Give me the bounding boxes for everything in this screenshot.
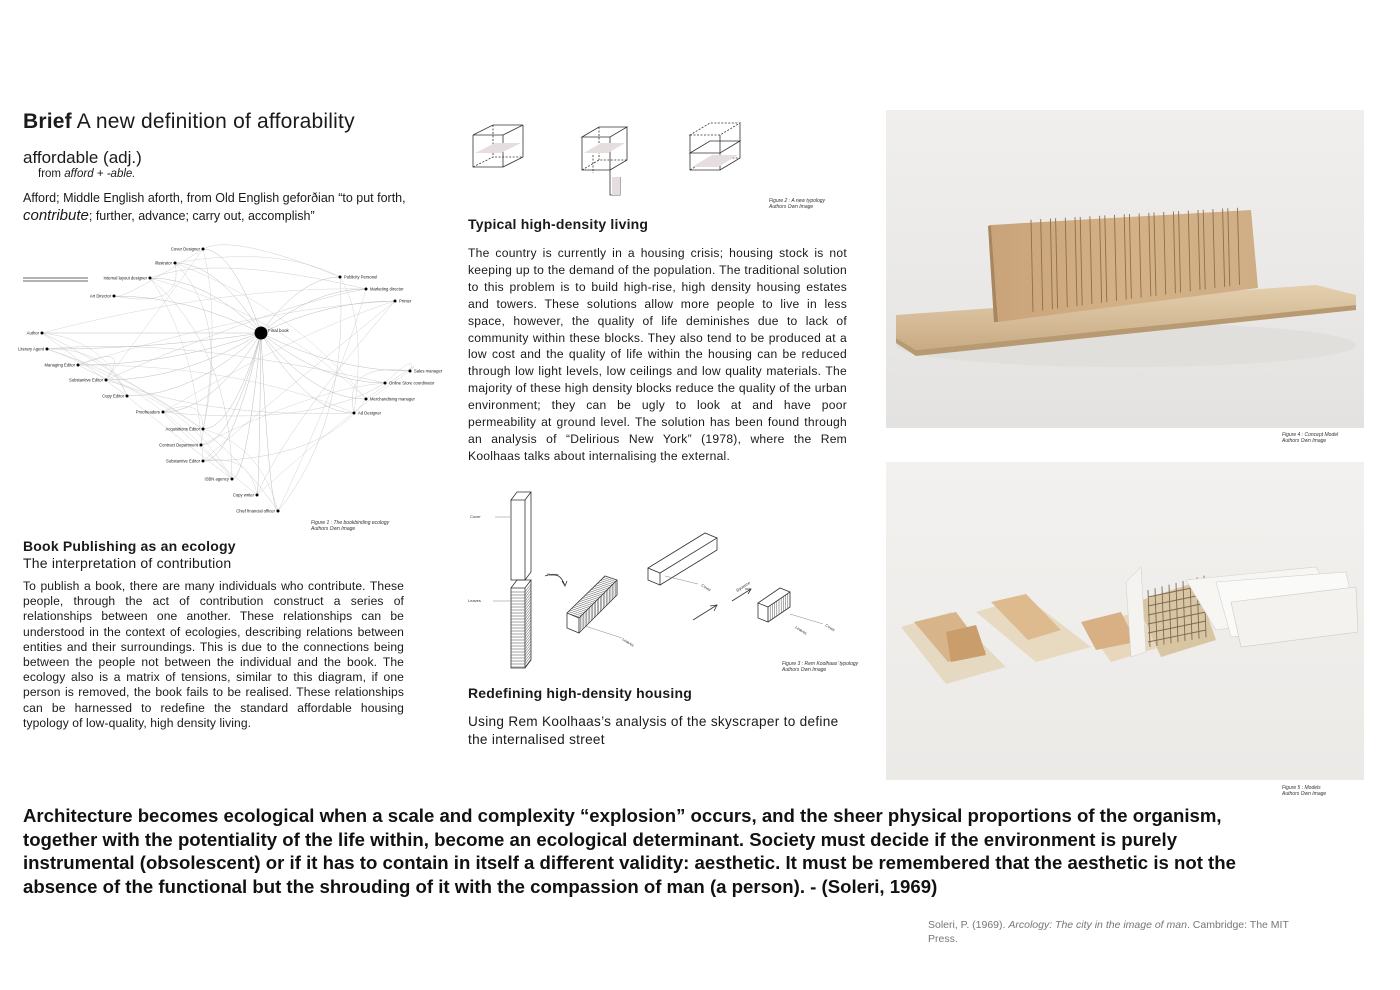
ecology-node-label: Managing Editor bbox=[44, 362, 75, 368]
ecology-subheading: The interpretation of contribution bbox=[23, 555, 232, 571]
ecology-node-dot bbox=[365, 288, 368, 291]
ecology-node-dot bbox=[174, 262, 177, 265]
rotated-leaf-line bbox=[599, 582, 611, 586]
redefining-body: Using Rem Koolhaas’s analysis of the skyscraper to define the internalised street bbox=[468, 714, 839, 747]
ecology-node-label: Copy Editor bbox=[102, 393, 124, 399]
ecology-node-dot bbox=[77, 364, 80, 367]
ecology-node-dot bbox=[202, 428, 205, 431]
ecology-node-dot bbox=[105, 379, 108, 382]
ecology-node-label: Substantive Editor bbox=[69, 377, 103, 383]
ecology-node-label: Proofreaders bbox=[135, 409, 160, 415]
rotated-leaf-line bbox=[600, 580, 612, 584]
brief-title-bold: Brief bbox=[23, 110, 72, 133]
rotated-leaf-line bbox=[581, 600, 593, 604]
leaves-label-3: Leaves bbox=[794, 624, 809, 636]
ecology-node-label: Art Director bbox=[89, 293, 111, 299]
definition-from: from afford + -able. bbox=[38, 168, 136, 180]
ecology-link bbox=[203, 245, 340, 277]
ecology-node-label: Internal layout designer bbox=[103, 275, 147, 281]
ecology-link bbox=[44, 349, 127, 396]
ecology-link bbox=[203, 301, 395, 461]
ecology-node-dot bbox=[126, 395, 129, 398]
ecology-node-label: Printer bbox=[399, 298, 412, 304]
figure4-caption: Figure 4 : Concept Model Authors Own Image bbox=[1282, 432, 1339, 444]
ecology-node-label: Illustrator bbox=[154, 260, 172, 266]
final-book-node bbox=[255, 327, 268, 340]
typology-cubes-figure bbox=[465, 115, 845, 200]
rotated-leaf-line bbox=[578, 603, 590, 607]
brief-title bbox=[23, 110, 355, 134]
rotated-leaf-line bbox=[567, 613, 579, 617]
ecology-node-label: Online Store coordinator bbox=[389, 380, 435, 386]
ecology-node-dot bbox=[384, 382, 387, 385]
squeeze-label: Squeeze bbox=[734, 580, 751, 593]
ecology-link bbox=[278, 289, 366, 511]
rotated-leaf-line bbox=[576, 604, 588, 608]
ecology-link bbox=[150, 278, 232, 479]
cover-label-2: Cover bbox=[700, 582, 713, 593]
ecology-node-dot bbox=[41, 332, 44, 335]
rotated-leaf-line bbox=[579, 601, 591, 605]
rotated-leaf-line bbox=[593, 588, 605, 592]
rotated-leaf-line bbox=[596, 585, 608, 589]
ecology-node-label: Substantive Editor bbox=[166, 458, 200, 464]
typical-heading: Typical high-density living bbox=[468, 216, 649, 232]
ecology-node-label: Sales manager bbox=[414, 368, 443, 374]
ecology-node-label: ISBN agency bbox=[204, 476, 229, 482]
rotated-leaf-line bbox=[603, 577, 615, 581]
rotate-label: Rotate bbox=[547, 572, 559, 577]
ecology-node-label: Cover Designer bbox=[170, 246, 200, 252]
ecology-node-label: Author bbox=[26, 330, 39, 336]
ecology-node-dot bbox=[394, 300, 397, 303]
ecology-link bbox=[261, 333, 366, 399]
ecology-node-label: Acquisitions Editor bbox=[165, 426, 200, 432]
koolhaas-typology-figure bbox=[465, 488, 860, 678]
rotated-leaf-line bbox=[605, 576, 617, 580]
ecology-link bbox=[106, 333, 261, 380]
ecology-node-dot bbox=[277, 510, 280, 513]
ecology-node-dot bbox=[46, 348, 49, 351]
rotated-leaf-line bbox=[569, 612, 581, 616]
ecology-node-dot bbox=[365, 398, 368, 401]
figure1-caption: Figure 1 : The bookbinding ecology Authors Own Image bbox=[311, 520, 390, 532]
ecology-link bbox=[261, 289, 366, 333]
ecology-node-label: Chief financial officer bbox=[236, 508, 275, 514]
ecology-node-label: Copy writer bbox=[232, 492, 254, 498]
ecology-link bbox=[163, 412, 257, 495]
ecology-heading: Book Publishing as an ecology bbox=[23, 538, 236, 554]
ecology-node-dot bbox=[256, 494, 259, 497]
leaves-label-2: Leaves bbox=[621, 636, 636, 648]
ecology-node-dot bbox=[202, 460, 205, 463]
models-photo bbox=[886, 462, 1364, 780]
ecology-link bbox=[78, 333, 261, 365]
cover-label-3: Cover bbox=[824, 622, 837, 633]
concept-model-photo bbox=[886, 110, 1364, 428]
ecology-link bbox=[203, 249, 261, 333]
ecology-link bbox=[175, 257, 340, 277]
ecology-node-dot bbox=[162, 411, 165, 414]
ecology-node-dot bbox=[353, 412, 356, 415]
redefining-heading: Redefining high-density housing bbox=[468, 685, 692, 701]
ecology-link bbox=[261, 333, 354, 413]
ecology-node-label: Ad Designer bbox=[358, 410, 382, 416]
rotated-leaf-line bbox=[591, 589, 603, 593]
ecology-link bbox=[114, 260, 176, 299]
figure3-caption: Figure 3 : Rem Koolhaas’ typology Authors Own Image bbox=[782, 661, 859, 673]
rotated-leaf-line bbox=[582, 598, 594, 602]
rotated-leaf-line bbox=[570, 610, 582, 614]
ecology-node-dot bbox=[231, 478, 234, 481]
rotated-leaf-line bbox=[602, 579, 614, 583]
ecology-node-label: Publicity Personel bbox=[344, 274, 378, 280]
rotated-leaf-line bbox=[573, 607, 585, 611]
ecology-network-diagram bbox=[10, 240, 455, 535]
brief-title-text: A new definition of afforability bbox=[76, 110, 355, 133]
leaves-label: Leaves bbox=[468, 598, 481, 603]
figure5-caption: Figure 5 : Models Authors Own Image bbox=[1282, 785, 1327, 797]
definition-etymology: Afford; Middle English aforth, from Old English geforðian “to put forth, contribute; further, advance; carry out, accomplish” bbox=[23, 191, 406, 224]
cover-label: Cover bbox=[470, 514, 481, 519]
rotated-leaf-line bbox=[590, 591, 602, 595]
ecology-node-dot bbox=[113, 295, 116, 298]
rotated-leaf-line bbox=[585, 595, 597, 599]
final-book-label: Final book bbox=[268, 328, 289, 333]
ecology-link bbox=[78, 365, 354, 414]
rotated-leaf-line bbox=[575, 606, 587, 610]
ecology-link bbox=[163, 333, 261, 412]
definition-word: affordable (adj.) bbox=[23, 148, 142, 167]
rotated-leaf-line bbox=[584, 597, 596, 601]
rotated-leaf-line bbox=[587, 594, 599, 598]
ecology-link bbox=[106, 289, 366, 380]
ecology-node-dot bbox=[339, 276, 342, 279]
ecology-link bbox=[340, 277, 358, 413]
ecology-link bbox=[44, 349, 278, 511]
ecology-node-label: Contract Department bbox=[159, 442, 198, 448]
ecology-link bbox=[203, 429, 278, 511]
figure2-caption: Figure 2 : A new typology Authors Own Image bbox=[769, 198, 826, 210]
ecology-body: To publish a book, there are many individuals who contribute. These people, through the act of contribution construct a series of relationships between one another. These relationships can be understood in the context of ecologies, describing relations between entities and their surroundings. This is due to the connections being between the people not between the individual and the book. The ecology also is a matrix of tensions, similar to this diagram, if one person is removed, the book fails to be realised. These relationships can be harnessed to redefine the standard affordable housing typology of low-quality, high density living. bbox=[23, 579, 404, 730]
rotated-leaf-line bbox=[572, 609, 584, 613]
rotated-leaf-line bbox=[594, 586, 606, 590]
ecology-link bbox=[175, 263, 211, 429]
ecology-node-dot bbox=[149, 277, 152, 280]
soleri-quote: Architecture becomes ecological when a scale and complexity “explosion” occurs, and the sheer physical proportions of the organism, together with the potentiality of the life within, become an ecological determinant. Society must decide if the environment is purely instrumental (obsolescent) or if it has to contain in itself a different validity: aesthetic. It must be remembered that the aesthetic is not the absence of the functional but the shrouding of it with the compassion of man (a person). - (Soleri, 1969) bbox=[23, 805, 1236, 897]
ecology-link bbox=[114, 246, 203, 297]
ecology-node-dot bbox=[200, 444, 203, 447]
ecology-node-dot bbox=[202, 248, 205, 251]
rotated-leaf-line bbox=[588, 592, 600, 596]
rotated-leaf-line bbox=[597, 583, 609, 587]
ecology-node-label: Marketing director bbox=[370, 286, 404, 292]
reference: Soleri, P. (1969). Arcology: The city in the image of man. Cambridge: The MIT Press. bbox=[928, 919, 1289, 945]
ecology-link bbox=[278, 277, 341, 511]
ecology-node-label: Literary Agent bbox=[18, 346, 44, 352]
ecology-node-label: Merchandising manager bbox=[370, 396, 415, 402]
ecology-link bbox=[127, 333, 261, 396]
typical-body: The country is currently in a housing crisis; housing stock is not keeping up to the demand of the population. The traditional solution to this problem is to build high-rise, high density housing estates and towers. These solutions allow more people to live in less space, however, the quality of life deminishes due to lack of community within these blocks. They also tend to be produced at a low cost and the quality of life within the housing can be reduced through low light levels, low ceilings and low quality materials. The majority of these high density blocks reduce the quality of the urban environment; they can be ugly to look at and have poor permeability at ground level. The solution has been found through an analysis of “Delirious New York” (1978), where the Rem Koolhaas talks about internalising the external. bbox=[468, 246, 847, 463]
ecology-node-dot bbox=[409, 370, 412, 373]
